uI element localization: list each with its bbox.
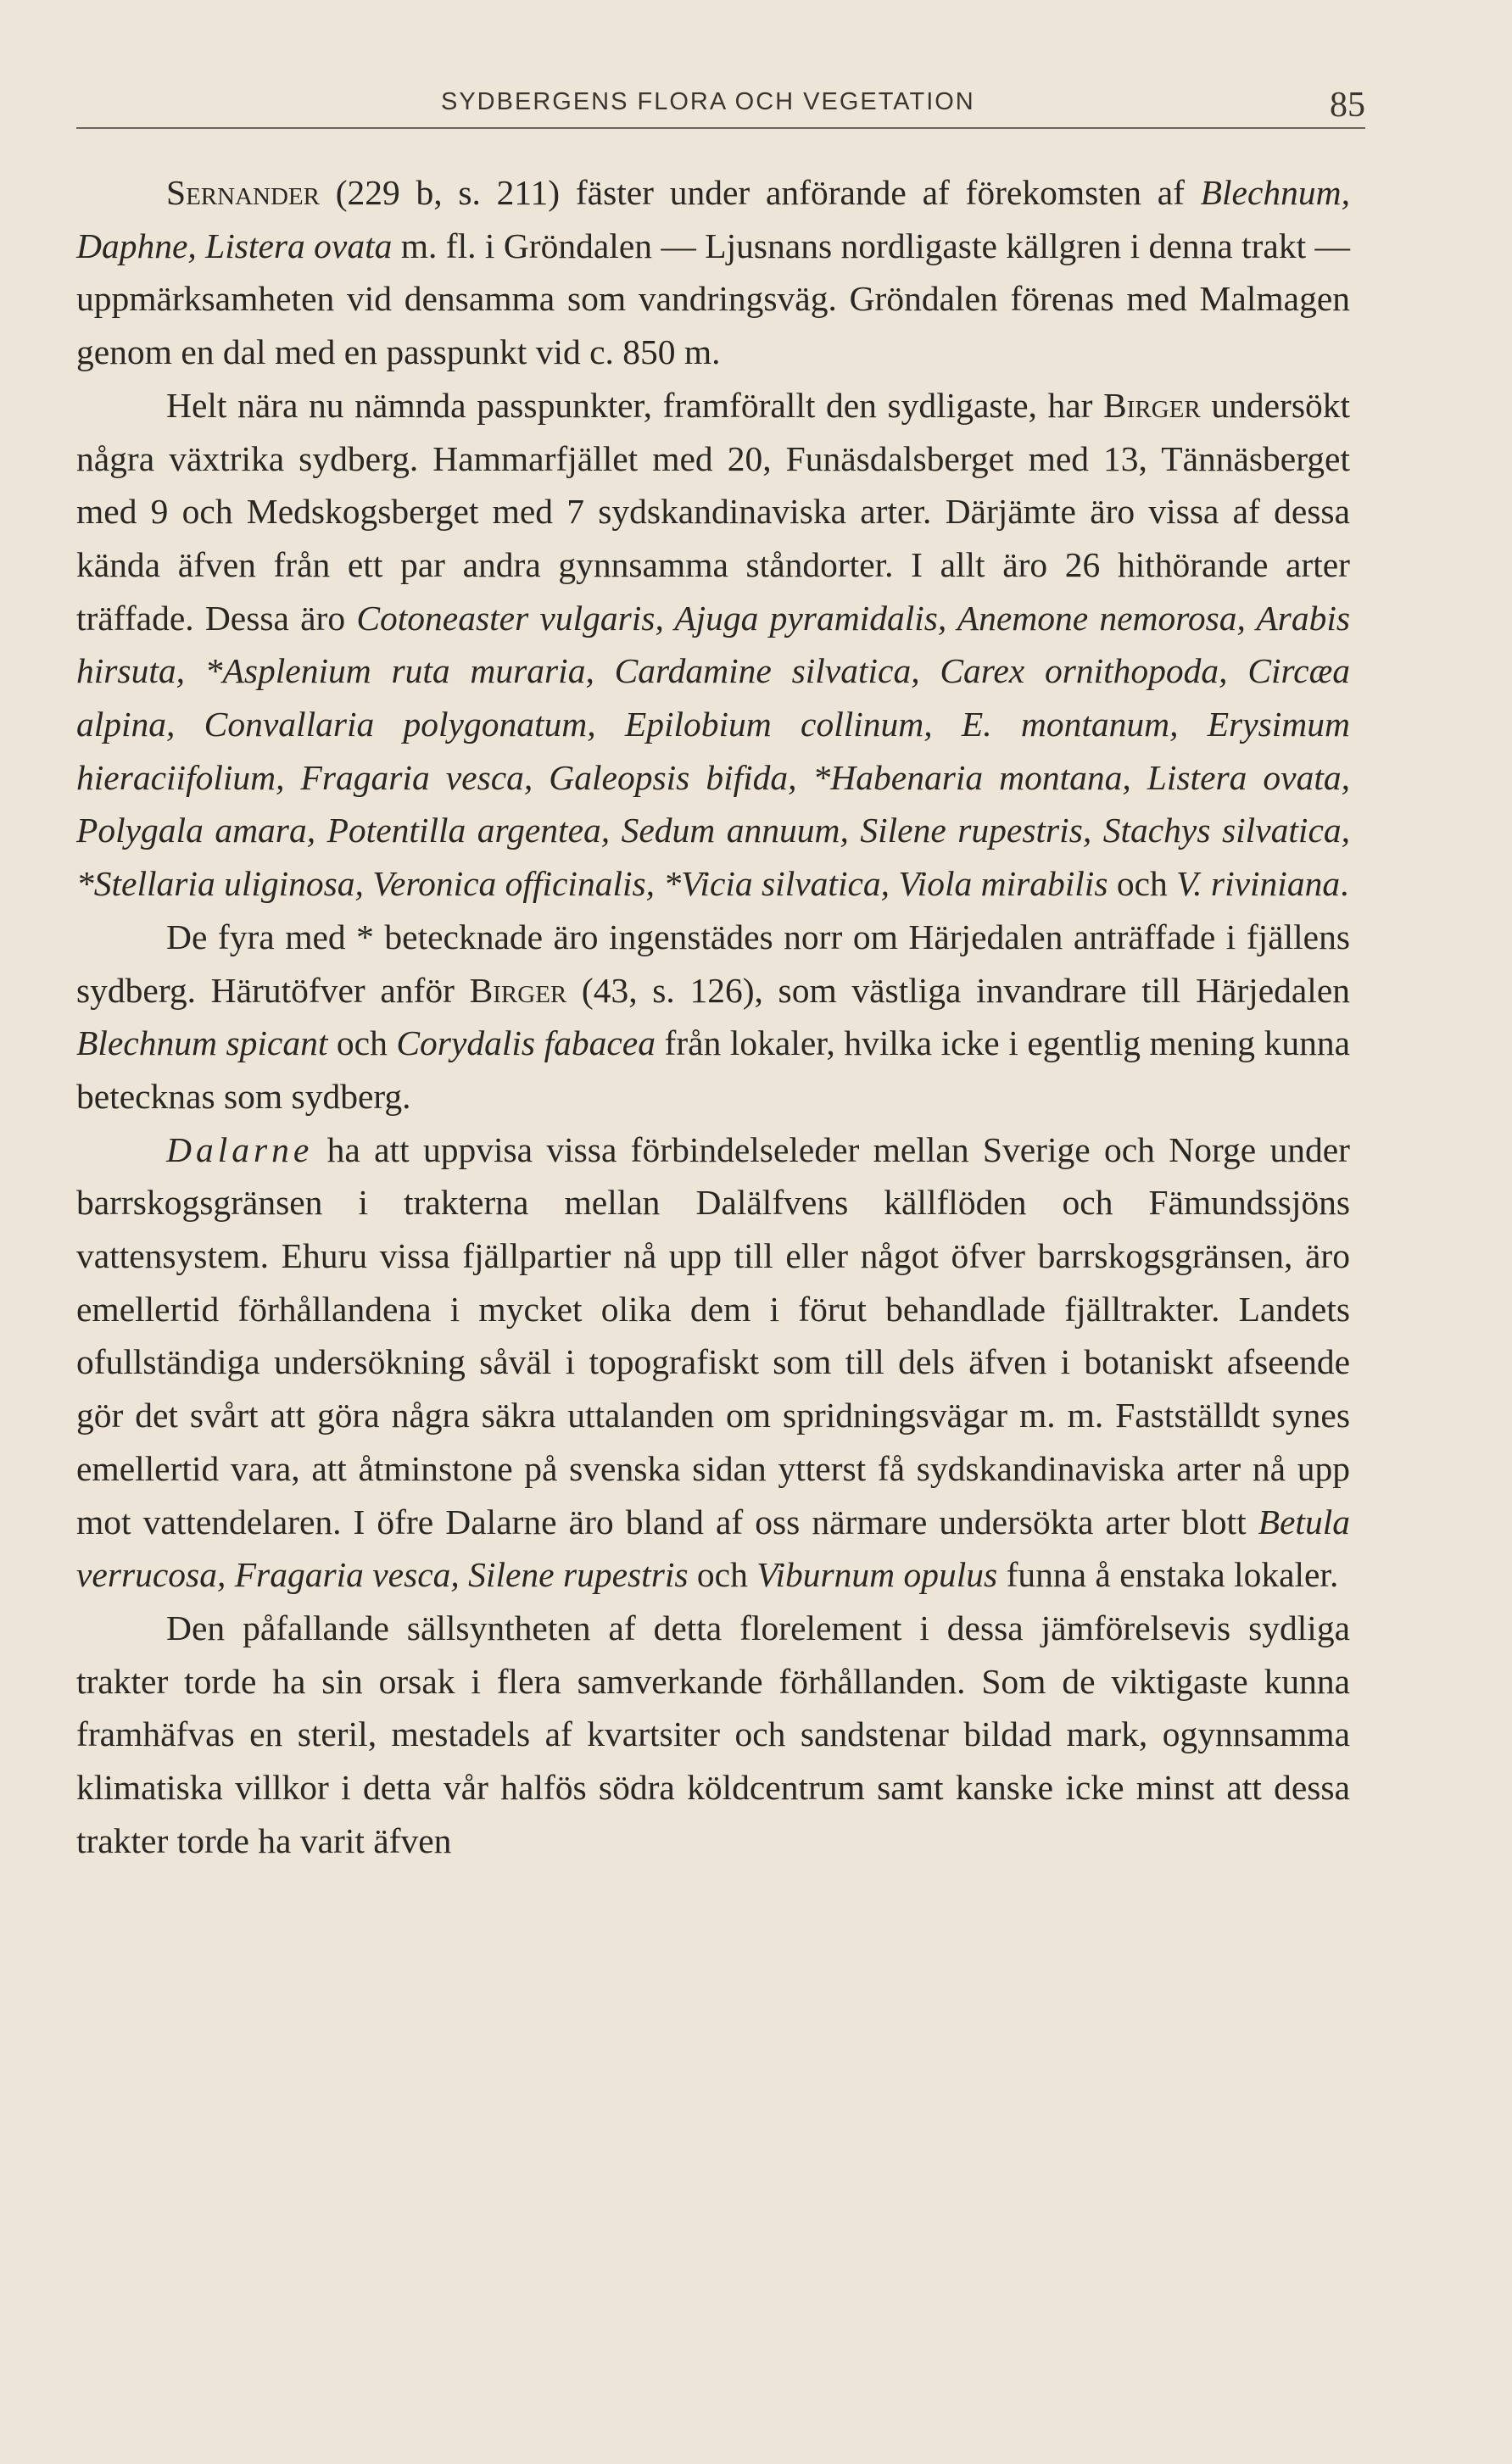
text-run: Den påfallande sällsyntheten af detta florelement i dessa jämförelsevis sydliga trakter torde ha sin orsak i flera samverkande förhållanden. Som de viktigaste kunna framhäfvas en steril, mestadels af kvartsiter och sandstenar bildad mark, ogynnsamma klimatiska villkor i detta vår halfös södra köldcentrum samt kanske icke minst att dessa trakter torde ha varit äfven (76, 1608, 1350, 1860)
text-run: och (327, 1023, 397, 1063)
body-text (76, 166, 1350, 1868)
text-run: . (1340, 864, 1349, 904)
region-heading: Dalarne (166, 1129, 314, 1169)
species-names: V. riviniana (1176, 864, 1341, 904)
paragraph (76, 379, 1350, 911)
text-run: ha att uppvisa vissa förbindelseleder mellan Sverige och Norge under barrskogsgränsen i trakterna mellan Dalälfvens källflöden och Fämundssjöns vattensystem. Ehuru vissa fjällpartier nå upp till eller något öfver barrskogsgränsen, äro emellertid förhållandena i mycket olika dem i förut behandlade fjälltrakter. Landets ofullständiga undersökning såväl i topografiskt som till dels äfven i botaniskt afseende gör det svårt att göra några säkra uttalanden om spridningsvägar m. m. Fastställdt synes emellertid vara, att åtminstone på svenska sidan ytterst få sydskandinaviska arter nå upp mot vattendelaren. I öfre Dalarne äro bland af oss närmare undersökta arter blott (76, 1129, 1350, 1541)
text-run: Helt nära nu nämnda passpunkter, framförallt den sydligaste, har (166, 385, 1104, 425)
page-number: 85 (1330, 86, 1365, 125)
author-name: Birger (469, 970, 567, 1010)
text-run: funna å enstaka lokaler. (997, 1555, 1339, 1595)
paragraph (76, 1123, 1350, 1602)
author-name: Sernander (166, 173, 320, 212)
paragraph (76, 166, 1350, 379)
text-run: De fyra med * betecknade äro ingenstädes norr om Härjedalen anträffade i fjällens sydberg. Härutöfver anför (76, 917, 1350, 1010)
author-name: Birger (1103, 385, 1201, 425)
text-run: (43, s. 126), som västliga invandrare till Härjedalen (566, 970, 1350, 1010)
text-run: från lokaler, hvilka icke i egentlig mening kunna betecknas som sydberg. (76, 1023, 1350, 1116)
species-names: Viburnum opulus (756, 1555, 998, 1595)
text-run: undersökt några växtrika sydberg. Hammarfjället med 20, Funäsdalsberget med 13, Tännäsberget med 9 och Medskogsberget med 7 sydskandinaviska arter. Därjämte äro vissa af dessa kända äfven från ett par andra gynnsamma ståndorter. I allt äro 26 hithörande arter träffade. Dessa äro (76, 385, 1350, 638)
running-title: SYDBERGENS FLORA OCH VEGETATION (441, 88, 975, 115)
species-names: Betula verrucosa, Fragaria vesca, Silene rupestris (76, 1502, 1350, 1595)
text-run: (229 b, s. 211) fäster under anförande af förekomsten af (319, 173, 1201, 212)
running-header (76, 85, 1365, 129)
text-run: m. fl. i Gröndalen — Ljusnans nordligaste källgren i denna trakt — uppmärksamheten vid densamma som vandringsväg. Gröndalen förenas med Malmagen genom en dal med en passpunkt vid c. 850 m. (76, 226, 1350, 372)
paragraph (76, 1602, 1350, 1868)
paragraph (76, 911, 1350, 1123)
text-run: och (688, 1555, 757, 1595)
species-names: Blechnum spicant (76, 1023, 328, 1063)
text-run: och (1107, 864, 1177, 904)
species-names: Blechnum, Daphne, Listera ovata (76, 173, 1350, 265)
species-names: Corydalis fabacea (396, 1023, 656, 1063)
species-names: Cotoneaster vulgaris, Ajuga pyramidalis, Anemone nemorosa, Arabis hirsuta, *Asplenium ruta muraria, Cardamine silvatica, Carex ornithopoda, Circæa alpina, Convallaria polygonatum, Epilobium collinum, E. montanum, Erysimum hieraciifolium, Fragaria vesca, Galeopsis bifida, *Habenaria montana, Listera ovata, Polygala amara, Potentilla argentea, Sedum annuum, Silene rupestris, Stachys silvatica, *Stellaria uliginosa, Veronica officinalis, *Vicia silvatica, Viola mirabilis (76, 598, 1350, 904)
